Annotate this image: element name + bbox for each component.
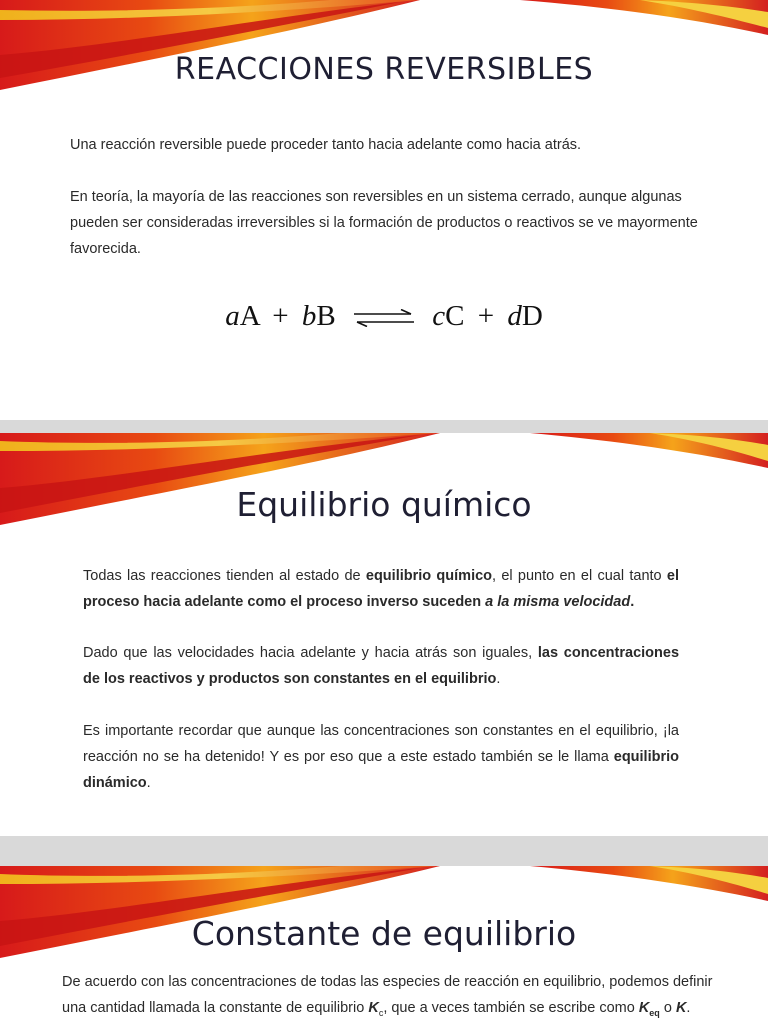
subscript: c bbox=[378, 1007, 384, 1018]
paragraph bbox=[62, 969, 722, 1024]
text-run: Todas las reacciones tienden al estado de bbox=[83, 568, 366, 584]
slide-reacciones-reversibles bbox=[0, 0, 768, 420]
text-run: Dado que las velocidades hacia adelante y hacia atrás son iguales, bbox=[83, 645, 538, 661]
coef-a: a bbox=[225, 300, 240, 332]
page-title: REACCIONES REVERSIBLES bbox=[174, 52, 594, 87]
text-run: Es importante recordar que aunque las concentraciones son constantes en el equilibrio, ¡la reacción no se ha detenido! Y es por eso que a este estado también se le llama bbox=[83, 723, 679, 765]
plus-sign: + bbox=[477, 300, 495, 332]
species-A: A bbox=[239, 300, 260, 332]
species-B: B bbox=[316, 300, 336, 332]
text-run: , el punto en el cual tanto bbox=[492, 568, 667, 584]
paragraph bbox=[83, 640, 679, 692]
paragraph: Una reacción reversible puede proceder tanto hacia adelante como hacia atrás. bbox=[70, 137, 582, 153]
coef-b: b bbox=[301, 300, 317, 332]
paragraph bbox=[83, 718, 679, 796]
text-run: . bbox=[496, 671, 501, 687]
bold-text: el proceso hacia adelante como el proceso inverso suceden bbox=[83, 568, 679, 610]
page-title: Equilibrio químico bbox=[236, 485, 532, 524]
page-title: Constante de equilibrio bbox=[191, 914, 577, 953]
coef-c: c bbox=[432, 300, 446, 332]
subscript: eq bbox=[649, 1007, 660, 1018]
text-run: o bbox=[659, 1000, 676, 1016]
equilibrium-arrows-icon bbox=[353, 309, 415, 327]
slide-constante-de-equilibrio bbox=[0, 866, 768, 1024]
coef-d: d bbox=[507, 300, 522, 332]
symbol-k: K bbox=[675, 1000, 687, 1016]
paragraph: En teoría, la mayoría de las reacciones son reversibles en un sistema cerrado, aunque algunas pueden ser consideradas irreversibles si la formación de productos o reactivos se ve mayormente favorecida. bbox=[70, 189, 698, 257]
symbol-keq: K bbox=[638, 1000, 650, 1016]
symbol-k: K bbox=[368, 1000, 379, 1016]
text-run: . bbox=[686, 1000, 691, 1016]
bold-text: equilibrio dinámico bbox=[83, 749, 679, 791]
bold-text: las concentraciones de los reactivos y productos son constantes en el equilibrio bbox=[83, 645, 680, 687]
reaction-equation bbox=[0, 300, 768, 333]
text-run: . bbox=[146, 775, 151, 791]
plus-sign: + bbox=[272, 300, 289, 332]
slide-equilibrio-quimico bbox=[0, 433, 768, 836]
bold-italic-text: a la misma velocidad bbox=[485, 594, 631, 610]
species-C: C bbox=[445, 300, 465, 332]
text-run: , que a veces también se escribe como bbox=[383, 1000, 639, 1016]
species-D: D bbox=[521, 300, 543, 332]
bold-text: equilibrio químico bbox=[365, 568, 493, 584]
paragraph bbox=[83, 563, 679, 615]
text-run: De acuerdo con las concentraciones de todas las especies de reacción en equilibrio, podemos definir una cantidad llamada la constante de equilibrio bbox=[62, 974, 713, 1016]
text-run: . bbox=[630, 594, 635, 610]
